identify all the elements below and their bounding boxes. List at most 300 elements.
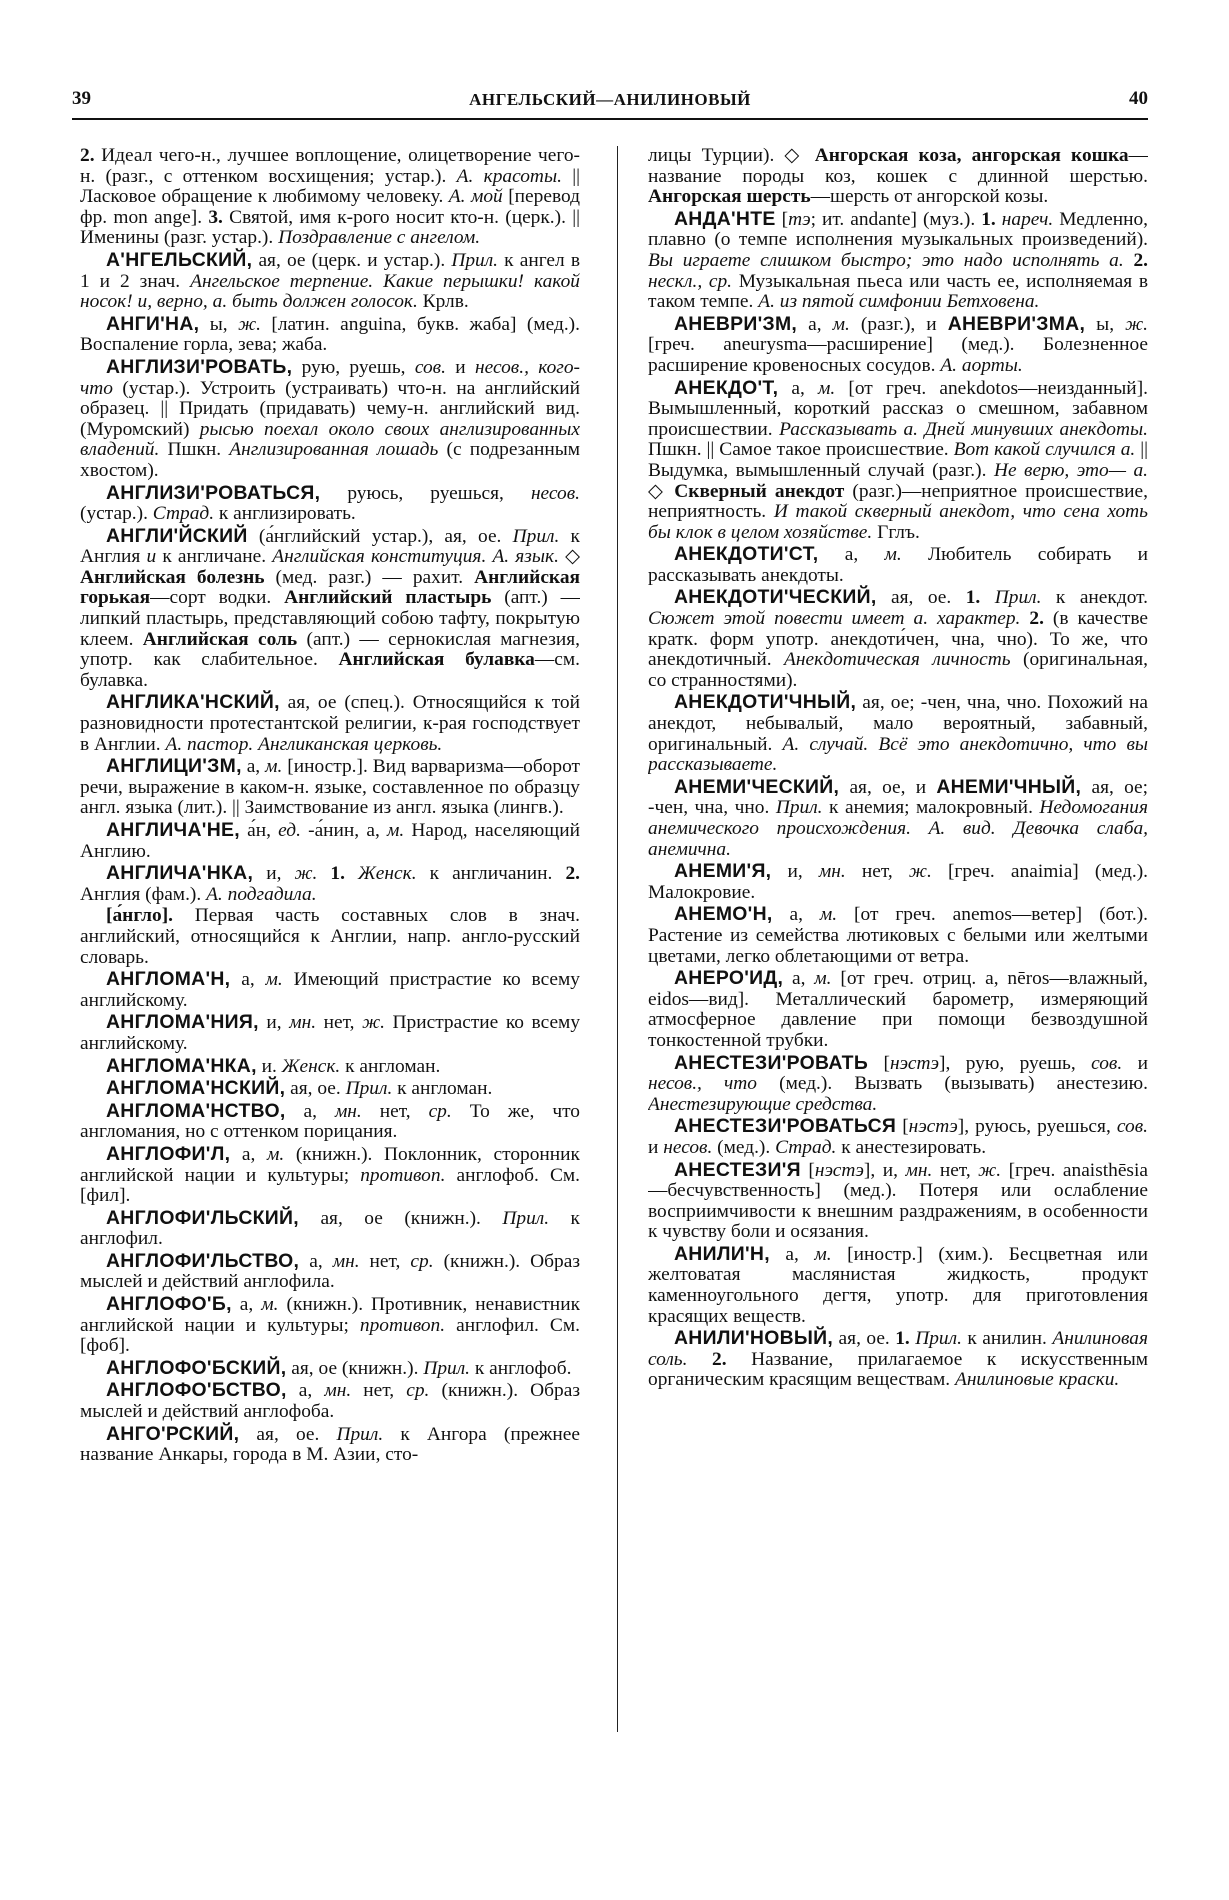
entry-italic-text: м. [387, 820, 405, 841]
entry-italic-text: Рассказывать а. Дней минувших анекдоты. [779, 418, 1148, 440]
entry-italic-text: Ангельское терпение. Какие перышки! какой носок! и, верно, а. быть должен голосок. [80, 270, 580, 313]
entry-text: ая, ое (книжн.). [286, 1357, 424, 1379]
dictionary-entry [80, 1101, 580, 1143]
entry-text: ая, ое. [239, 1423, 337, 1445]
entry-italic-text: И такой скверный анекдот, что сена хоть бы клок в целом хозяйстве. [648, 501, 1148, 543]
entry-text: лицы Турции). ◇ [648, 146, 815, 166]
entry-text: ◇ [648, 480, 675, 502]
entry-text: Крлв. [417, 291, 469, 313]
dictionary-entry [80, 146, 580, 249]
entry-headword: АНГЛОФИ'Л, [106, 1142, 231, 1165]
dictionary-entry [80, 1012, 580, 1054]
entry-bold-text: 3. [208, 206, 223, 228]
entry-headword: АНЕКДОТИ'ЧНЫЙ, [674, 691, 857, 714]
entry-text: нет, [361, 1100, 429, 1122]
entry-italic-text: м. [832, 313, 850, 335]
entry-italic-text: противоп. [360, 1164, 446, 1186]
entry-italic-text: м. [265, 756, 283, 778]
entry-text: Пшкн. [159, 439, 230, 461]
dictionary-entry [80, 820, 580, 862]
dictionary-entry [648, 904, 1148, 967]
dictionary-entry [80, 1056, 580, 1078]
entry-italic-text: рысью поехал около своих англизированных владений. [80, 418, 580, 461]
entry-bold-text: Скверный анекдот [674, 480, 845, 502]
entry-headword: АНГЛИКА'НСКИЙ, [106, 691, 280, 714]
entry-text: к англичанин. [416, 863, 566, 885]
entry-text: к ангел в 1 и 2 знач. [80, 249, 580, 292]
entry-bold-text: 2. [80, 146, 95, 166]
entry-headword: АНЕМИ'ЧНЫЙ, [936, 775, 1082, 798]
entry-text: а, [230, 1143, 267, 1165]
entry-bold-text: 1. [330, 863, 345, 885]
entry-text: ], рую, руешь, [939, 1052, 1092, 1074]
entry-text: [ [775, 208, 789, 230]
entry-text: ая, ое (церк. и устар.). [252, 249, 452, 271]
entry-text: ая, ое, и [839, 776, 937, 798]
entry-italic-text: ж. [1125, 313, 1148, 335]
dictionary-entry [648, 777, 1148, 860]
entry-bold-text: 1. [981, 208, 996, 230]
entry-text: ы, [1085, 313, 1126, 335]
entry-text: (книжн.). Образ мыслей и действий англофила. [80, 1250, 580, 1293]
dictionary-entry [648, 146, 1148, 208]
entry-italic-text: Анестезирующие средства. [648, 1093, 878, 1115]
entry-text: нет, [845, 861, 909, 883]
entry-headword: АНЕКДОТИ'СТ, [674, 543, 819, 566]
entry-text: и. [256, 1055, 282, 1077]
entry-bold-text: Ангорская коза, ангорская кошка [814, 146, 1129, 166]
entry-headword: АНГЛОМА'НКА, [106, 1054, 257, 1077]
entry-headword: АНЕМО'Н, [674, 903, 773, 926]
entry-headword: АНГЛОФО'БСТВО, [106, 1379, 287, 1402]
entry-text: —название породы коз, кошек с длинной шерстью. [648, 146, 1148, 187]
dictionary-entry [648, 314, 1148, 377]
entry-headword: АНГЛИЧА'НЕ, [106, 819, 240, 841]
entry-text: Народ, населяющий Англию. [80, 820, 580, 862]
entry-headword: АНЕВРИ'ЗМА, [947, 312, 1086, 335]
dictionary-entry [80, 250, 580, 313]
entry-text: к англоман. [392, 1078, 493, 1100]
entry-text: а, [783, 968, 815, 990]
entry-headword: АНЕРО'ИД, [674, 967, 784, 990]
entry-headword: АНЕСТЕЗИ'РОВАТЬ [674, 1051, 869, 1074]
entry-text: [греч. anaimia] (мед.). Малокровие. [648, 861, 1148, 903]
entry-italic-text: Анилиновая соль. [648, 1328, 1148, 1370]
entry-italic-text: ср. [410, 1250, 434, 1272]
entry-italic-text: мн. [334, 1100, 362, 1122]
entry-italic-text: нэстэ [889, 1052, 940, 1074]
entry-text: [иностр.] (хим.). Бесцветная или желтоватая маслянистая жидкость, продукт каменноугольного дегтя, употр. для приготовления красящих веществ. [648, 1243, 1148, 1327]
entry-headword: АНГЛОФИ'ЛЬСТВО, [106, 1249, 300, 1272]
entry-text: к анекдот. [1041, 587, 1148, 609]
dictionary-entry [80, 692, 580, 755]
dictionary-entry [80, 1424, 580, 1466]
entry-text: а, [241, 756, 266, 778]
entry-headword: АНГЛИЧА'НКА, [106, 862, 254, 885]
entry-italic-text: А. случай. Всё это анекдотично, что вы рассказываете. [648, 733, 1148, 776]
dictionary-entry [80, 969, 580, 1011]
entry-text: (книжн.). Образ мыслей и действий англофоба. [80, 1380, 580, 1423]
entry-italic-text: Прил. [994, 587, 1042, 609]
entry-headword: АНИЛИ'Н, [674, 1242, 770, 1265]
entry-text: Пшкн. || Самое такое происшествие. [648, 439, 954, 461]
entry-text: к англизировать. [214, 503, 356, 525]
entry-italic-text: Сюжет этой повести имеет а. характер. [648, 608, 1021, 630]
entry-headword: АНГЛОФИ'ЛЬСКИЙ, [106, 1206, 299, 1229]
entry-headword: АНГИ'НА, [106, 312, 200, 335]
entry-text: (в качестве кратк. форм употр. анекдоти́чен, чна, чно). То же, что анекдотичный. [648, 608, 1148, 671]
entry-text: || Выдумка, вымышленный случай (разг.). [648, 439, 1148, 481]
entry-text: к Ангора (прежнее название Анкары, города в М. Азии, сто- [80, 1423, 580, 1466]
entry-italic-text: м. [261, 1294, 279, 1316]
dictionary-entry [80, 863, 580, 905]
dictionary-entry [648, 209, 1148, 313]
entry-text: Название, прилагаемое к искусственным органическим красящим веществам. [648, 1348, 1148, 1391]
entry-text: Гглъ. [872, 521, 920, 543]
entry-italic-text: ж. [978, 1159, 1002, 1181]
entry-text: нет, [316, 1012, 363, 1034]
entry-text: [иностр.]. Вид варваризма—оборот речи, выражение в каком-н. языке, составленное по образцу англ. языка (лит.). || Заимствование из англ. языка (лингв.). [80, 756, 580, 819]
entry-headword: АНГЛИЦИ'ЗМ, [106, 755, 242, 778]
entry-text: [от греч. anekdotos—неизданный]. Вымышленный, короткий рассказ о смешном, забавном происшествии. [648, 377, 1148, 440]
entry-italic-text: А. из пятой симфонии Бетховена. [758, 291, 1040, 313]
entry-text [1124, 250, 1134, 271]
entry-italic-text: Прил. [451, 249, 499, 271]
entry-text: к Англия [80, 525, 580, 568]
entry-text: ы, [199, 313, 239, 335]
entry-text: Первая часть составных слов в знач. английский, относящийся к Англии, напр. англо-русский словарь. [80, 905, 580, 968]
entry-italic-text: ж. [908, 861, 932, 883]
entry-bold-text: Английский пластырь [284, 587, 492, 609]
entry-text: Святой, имя к-рого носит кто-н. (церк.). || Именины (разг. устар.). [80, 206, 580, 249]
dictionary-entry [80, 1144, 580, 1207]
entry-italic-text: Прил. [915, 1328, 962, 1350]
entry-italic-text: А. красоты. [456, 165, 562, 187]
entry-italic-text: тэ [788, 208, 811, 230]
entry-text: (разг.), и [849, 313, 948, 335]
entry-text: || Ласковое обращение к любимому человеку. [80, 165, 580, 208]
entry-headword: АНГЛОМА'Н, [106, 968, 231, 991]
entry-italic-text: мн. [818, 861, 846, 883]
entry-text: а, [285, 1100, 335, 1122]
entry-italic-text: Поздравление с ангелом. [278, 227, 481, 249]
entry-text: нет, [359, 1250, 411, 1272]
entry-text: Любитель собирать и рассказывать анекдоты. [648, 544, 1148, 586]
entry-text: (мед.). Вызвать (вызывать) анестезию. [756, 1073, 1148, 1095]
entry-headword: АНЕВРИ'ЗМ, [674, 312, 798, 335]
entry-text: -а́нин, а, [300, 820, 387, 841]
entry-text: (оригинальная, со странностями). [648, 649, 1148, 691]
entry-italic-text: Вы играете слишком быстро; это надо исполнять а. [648, 249, 1124, 271]
entry-italic-text: Англизированная лошадь [229, 439, 439, 461]
entry-text: (с подрезанным хвостом). [80, 439, 580, 481]
entry-headword: АНЕСТЕЗИ'РОВАТЬСЯ [674, 1115, 897, 1138]
entry-text: к англичане. [156, 546, 273, 568]
entry-italic-text: Страд. [152, 503, 215, 525]
dictionary-entry [80, 1208, 580, 1250]
entry-text: [греч. anaisthēsia—бесчувственность] (мед.). Потеря или ослабление восприимчивости к внешним раздражениям, в особенности к чувству боли и осязания. [648, 1159, 1148, 1243]
entry-text: англофил. См. [фоб]. [80, 1314, 580, 1357]
entry-text: Идеал чего-н., лучшее воплощение, олицетворение чего-н. (разг., с оттенком восхищения; устар.). [80, 146, 580, 187]
entry-text: ◇ [558, 546, 580, 568]
entry-text: (книжн.). Противник, ненавистник английской нации и культуры; [80, 1294, 580, 1336]
entry-italic-text: м. [819, 904, 838, 926]
entry-text: (а́нглийский устар.), ая, ое. [247, 525, 513, 547]
entry-italic-text: А. подгадила. [206, 883, 317, 905]
entry-text: ая, ое. [285, 1078, 346, 1100]
entry-text: Имеющий пристрастие ко всему английскому. [80, 969, 580, 1011]
entry-text: к англоман. [340, 1055, 441, 1077]
entry-italic-text: м. [814, 968, 832, 990]
entry-text: ая, ое. [833, 1328, 896, 1350]
entry-text: Англия (фам.). [80, 883, 207, 905]
entry-italic-text: А. пастор. Англиканская церковь. [165, 733, 443, 755]
entry-text: Пристрастие ко всему английскому. [80, 1012, 580, 1054]
entry-headword: АНЕСТЕЗИ'Я [674, 1158, 801, 1181]
entry-italic-text: несов., кого-что [80, 356, 580, 399]
entry-text: ая, ое; -чен, чна, чно. Похожий на анекдот, небывалый, мало вероятный, забавный, оригинальный. [648, 692, 1148, 755]
dictionary-entry [648, 1244, 1148, 1327]
entry-italic-text: сов. [1091, 1052, 1123, 1074]
entry-italic-text: мн. [289, 1012, 317, 1034]
entry-text: [ [896, 1116, 909, 1138]
dictionary-entry [80, 526, 580, 692]
entry-italic-text: Английская конституция. А. язык. [272, 546, 559, 568]
right-column [648, 146, 1148, 1876]
entry-italic-text: несов. [663, 1136, 713, 1158]
entry-text: (апт.) — липкий пластырь, представляющий собою тафту, покрытую клеем. [80, 587, 580, 650]
entry-italic-text: сов. [1116, 1116, 1148, 1138]
entry-text: —см. булавка. [80, 649, 580, 691]
dictionary-entry [648, 1328, 1148, 1391]
dictionary-entry [648, 587, 1148, 691]
entry-italic-text: ед. [278, 820, 301, 841]
entry-bold-text: 2. [565, 863, 580, 885]
entry-text: а, [797, 313, 833, 335]
entry-text: ая, ое. [876, 587, 966, 609]
entry-text: ], руюсь, руешься, [957, 1116, 1117, 1138]
entry-italic-text: нэстэ [814, 1159, 864, 1181]
entry-italic-text: ж. [362, 1012, 385, 1034]
entry-bold-text: Ангорская шерсть [648, 186, 811, 208]
entry-bold-text: Английская соль [142, 628, 298, 650]
entry-italic-text: Прил. [512, 525, 560, 547]
entry-headword: АНГЛОМА'НСКИЙ, [106, 1077, 286, 1100]
dictionary-entry [80, 1358, 580, 1380]
dictionary-entry [80, 1294, 580, 1357]
entry-text: ; ит. andante] (муз.). [810, 208, 982, 230]
left-column [80, 146, 580, 1876]
entry-italic-text: и [146, 546, 157, 568]
entry-text: руюсь, руешься, [320, 482, 531, 504]
entry-italic-text: Прил. [345, 1078, 393, 1100]
entry-italic-text: м. [265, 969, 283, 991]
entry-italic-text: ср. [406, 1380, 430, 1402]
page-header [72, 88, 1148, 120]
entry-text: —шерсть от ангорской козы. [810, 186, 1049, 208]
entry-text: к англофоб. [470, 1357, 572, 1379]
entry-text: а, [818, 544, 885, 566]
entry-text: (мед. разг.) — рахит. [264, 566, 475, 588]
entry-text: ая, ое; -чен, чна, чно. [648, 776, 1148, 819]
entry-text: к анестезировать. [836, 1136, 987, 1158]
entry-italic-text: несов. [530, 482, 580, 504]
dictionary-entry [80, 756, 580, 819]
running-title: АНГЕЛЬСКИЙ—АНИЛИНОВЫЙ [469, 90, 751, 109]
entry-text: и [648, 1136, 664, 1158]
entry-headword: АНЕМИ'ЧЕСКИЙ, [674, 775, 840, 798]
entry-italic-text: мн. [332, 1250, 360, 1272]
column-divider [617, 146, 618, 1732]
entry-text: а, [231, 1294, 262, 1316]
dictionary-entry [648, 1116, 1148, 1158]
entry-text: (мед.). [712, 1136, 776, 1158]
entry-headword: АНГЛИЗИ'РОВАТЬСЯ, [106, 481, 321, 504]
entry-text: (устар.). [80, 503, 153, 525]
entry-italic-text: нареч. [1001, 208, 1054, 230]
entry-italic-text: ж. [294, 863, 318, 885]
entry-bold-text: 2. [1133, 249, 1148, 271]
entry-text: к англофил. [80, 1207, 580, 1250]
entry-text: а, [778, 377, 818, 399]
entry-headword: АНГЛИЗИ'РОВАТЬ, [106, 355, 293, 378]
entry-headword: АНГЛИ'ЙСКИЙ [106, 524, 248, 547]
entry-italic-text: Страд. [775, 1136, 837, 1158]
entry-bold-text: Английская булавка [338, 649, 535, 671]
left-page-number: 39 [72, 88, 91, 109]
entry-text: и, [771, 861, 819, 883]
entry-italic-text: нескл., ср. [648, 270, 733, 292]
entry-headword: АНГЛОФО'БСКИЙ, [106, 1356, 287, 1379]
entry-bold-text: [а́нгло]. [106, 905, 174, 927]
entry-italic-text: Женск. [358, 863, 417, 885]
entry-italic-text: мн. [905, 1159, 933, 1181]
entry-italic-text: противоп. [359, 1314, 446, 1336]
entry-italic-text: А. аорты. [940, 354, 1023, 376]
entry-text [687, 1349, 712, 1370]
entry-italic-text: Женск. [281, 1055, 341, 1077]
entry-bold-text: 1. [895, 1328, 910, 1350]
entry-headword: АНДА'НТЕ [674, 207, 776, 230]
entry-text [980, 587, 994, 608]
entry-text [345, 863, 358, 884]
entry-bold-text: 2. [1029, 608, 1044, 630]
entry-text: (разг.)—неприятное происшествие, неприятность. [648, 480, 1148, 523]
entry-text: нет, [351, 1380, 407, 1402]
entry-italic-text: м. [814, 1243, 832, 1265]
entry-headword: АНГО'РСКИЙ, [106, 1422, 240, 1445]
entry-text: [латин. anguina, букв. жаба] (мед.). Воспаление горла, зева; жаба. [80, 313, 580, 356]
entry-text: ая, ое (спец.). Относящийся к той разновидности протестантской религии, к-рая господствует в Англии. [80, 692, 580, 755]
entry-text: [от греч. anemos—ветер] (бот.). Растение из семейства лютиковых с белыми или желтыми цветами, легко облетающими от ветра. [648, 904, 1148, 967]
entry-text: (апт.) — сернокислая магнезия, употр. как слабительное. [80, 628, 580, 671]
entry-text: а, [286, 1380, 325, 1402]
entry-text: а, [772, 904, 820, 926]
entry-italic-text: м. [818, 377, 836, 399]
dictionary-entry [80, 906, 580, 968]
entry-text: к анилин. [961, 1328, 1053, 1350]
entry-bold-text: 1. [965, 587, 981, 609]
entry-text: Музыкальная пьеса или часть ее, исполняемая в таком темпе. [648, 270, 1148, 313]
entry-text: [греч. aneurysma—расширение] (мед.). Болезненное расширение кровеносных сосудов. [648, 334, 1148, 376]
entry-headword: АНЕКДОТИ'ЧЕСКИЙ, [674, 586, 877, 609]
entry-italic-text: сов. [414, 356, 446, 378]
entry-headword: АНГЛОМА'НИЯ, [106, 1011, 259, 1034]
entry-text: и, [258, 1012, 290, 1034]
entry-text: [перевод фр. mon ange]. [80, 186, 580, 228]
entry-text: —сорт водки. [150, 587, 285, 609]
entry-italic-text: Не верю, это— а. [993, 459, 1148, 481]
entry-text: (устар.). Устроить (устраивать) что-н. на английский образец. || Придать (придавать) чему-н. английский вид. (Муромский) [80, 377, 580, 440]
entry-text: (книжн.). Поклонник, сторонник английской нации и культуры; [80, 1143, 580, 1186]
entry-italic-text: Прил. [336, 1423, 384, 1445]
entry-text: и, [253, 863, 295, 885]
dictionary-entry [648, 861, 1148, 903]
dictionary-entry [648, 1053, 1148, 1116]
entry-italic-text: А. мой [448, 186, 503, 208]
dictionary-entry [80, 314, 580, 356]
entry-text: рую, руешь, [292, 356, 415, 378]
entry-italic-text: Анекдотическая личность [784, 649, 1011, 671]
entry-italic-text: ж. [238, 313, 261, 335]
right-page-number: 40 [1129, 88, 1148, 109]
entry-text: а, [299, 1250, 333, 1272]
entry-text: [ [800, 1159, 815, 1181]
entry-headword: АНИЛИ'НОВЫЙ, [674, 1327, 834, 1350]
entry-italic-text: Прил. [775, 797, 823, 819]
entry-headword: АНЕМИ'Я, [674, 860, 772, 883]
entry-headword: А'НГЕЛЬСКИЙ, [106, 248, 253, 271]
entry-text [317, 863, 330, 884]
dictionary-entry [648, 692, 1148, 775]
dictionary-entry [80, 1251, 580, 1293]
entry-text: [от греч. отриц. a, nēros—влажный, eidos—вид]. Металлический барометр, измеряющий атмосферное давление при помощи безвоздушной тонкостенной трубки. [648, 968, 1148, 1051]
dictionary-entry [80, 483, 580, 525]
entry-italic-text: ср. [428, 1100, 452, 1122]
entry-headword: АНГЛОФО'Б, [106, 1293, 232, 1316]
entry-italic-text: Анилиновые краски. [954, 1369, 1120, 1391]
entry-italic-text: Недомогания анемического происхождения. А. вид. Девочка слаба, анемична. [648, 797, 1148, 860]
entry-italic-text: несов., что [648, 1073, 757, 1095]
entry-bold-text: Английская болезнь [80, 566, 265, 588]
entry-headword: АНГЛОМА'НСТВО, [106, 1099, 286, 1122]
entry-text: Медленно, плавно (о темпе исполнения музыкальных произведений). [648, 208, 1148, 251]
entry-text: а́н, [239, 820, 279, 841]
dictionary-entry [80, 1380, 580, 1422]
entry-text: ], и, [863, 1159, 906, 1181]
entry-text: и [1122, 1052, 1148, 1074]
entry-text: к анемия; малокровный. [822, 797, 1040, 819]
entry-italic-text: Прил. [502, 1207, 550, 1229]
entry-italic-text: мн. [324, 1380, 352, 1402]
entry-text: нет, [932, 1159, 979, 1181]
dictionary-entry [648, 1160, 1148, 1243]
entry-bold-text: Английская горькая [80, 566, 580, 609]
entry-text: и [445, 356, 476, 378]
entry-text: ая, ое (книжн.). [298, 1207, 503, 1229]
entry-headword: АНЕКДО'Т, [674, 376, 779, 399]
entry-text: англофоб. См. [фил]. [80, 1164, 580, 1207]
entry-text: [ [868, 1052, 890, 1074]
entry-text: а, [230, 969, 266, 991]
dictionary-entry [80, 357, 580, 482]
entry-italic-text: Вот какой случился а. [953, 439, 1136, 461]
dictionary-entry [648, 968, 1148, 1051]
entry-italic-text: нэстэ [908, 1116, 958, 1138]
entry-italic-text: м. [884, 544, 902, 566]
dictionary-entry [80, 1078, 580, 1100]
entry-italic-text: м. [266, 1143, 285, 1165]
